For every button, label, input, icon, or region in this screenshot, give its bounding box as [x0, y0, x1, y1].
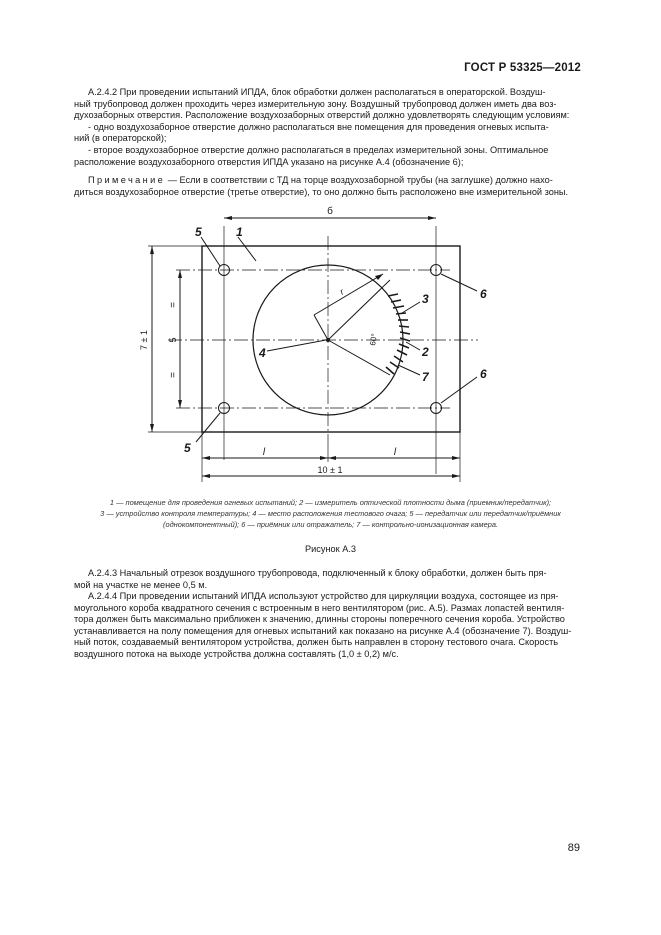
- note-text: — Если в соответствии с ТД на торце воздухозаборной трубы (на заглушке) должно нахо-: [165, 175, 553, 185]
- text-line: устанавливается на полу помещения для огневых испытаний как показано на рисунке А.4 (обозначение 7). Воздуш-: [74, 625, 572, 636]
- leader-5-top: [201, 237, 220, 266]
- note-paragraph: [74, 175, 581, 198]
- document-header: ГОСТ Р 53325—2012: [464, 62, 581, 74]
- leader-1: [238, 237, 256, 261]
- radius-label: r: [338, 286, 346, 297]
- radius-line: [328, 340, 390, 375]
- text-line: расположение воздухозаборного отверстия ИПДА указано на рисунке А.4 (обозначение 6);: [74, 156, 464, 167]
- dim-label-bottom-l1: l: [262, 447, 266, 458]
- paragraph-a242: [74, 87, 581, 168]
- radius-dim-line: [314, 274, 383, 315]
- leader-4: [267, 340, 326, 351]
- callout-7: 7: [422, 370, 429, 384]
- angle-label: 60°: [368, 332, 380, 347]
- leader-6-top: [441, 274, 477, 291]
- text-line: мой на участке не менее 0,5 м.: [74, 579, 208, 590]
- leader-2: [406, 342, 420, 350]
- text-line: ний (в операторской);: [74, 133, 167, 144]
- paragraph-a243: [74, 568, 581, 591]
- callout-6-bottom: 6: [480, 367, 487, 381]
- callout-5-bottom: 5: [184, 441, 191, 455]
- text-line: А.2.4.4 При проведении испытаний ИПДА используют устройство для циркуляции воздуха, состоящее из пря-: [88, 591, 559, 601]
- figure-title: Рисунок А.3: [305, 544, 356, 554]
- legend-line: (однокомпонентный); 6 — приёмник или отражатель; 7 — контрольно-ионизационная камера.: [163, 520, 498, 529]
- room-outline: [202, 246, 460, 432]
- dim-label-eq-top: =: [168, 302, 179, 308]
- text-line: - одно воздухозаборное отверстие должно располагаться вне помещения для проведения огневых испыта-: [88, 121, 549, 132]
- leader-3: [402, 302, 420, 313]
- text-line: воздушного потока на выходе устройства должна составлять (1,0 ± 0,2) м/с.: [74, 648, 399, 659]
- page-number: 89: [567, 842, 580, 854]
- text-line: моугольного короба квадратного сечения с встроенным в него вентилятором (рис. А.5). Размах лопастей вентиля-: [74, 602, 565, 613]
- figure-a3: [0, 200, 661, 490]
- text-line: тора должен быть максимально приближен к значению, длинны стороны поперечного сечения короба. Устройство: [74, 614, 565, 625]
- radius-line: [314, 315, 328, 340]
- figure-legend: [80, 497, 581, 530]
- callout-1: 1: [236, 225, 243, 239]
- dim-label-bottom-total: 10 ± 1: [317, 465, 343, 475]
- leader-7: [398, 365, 420, 375]
- radius-line: [328, 280, 390, 340]
- detector-hatch: [386, 294, 410, 374]
- text-line: ный трубопровод должен проходить через измерительную зону. Воздушный трубопровод должен иметь два воз-: [74, 98, 557, 109]
- paragraph-a244: [74, 591, 581, 661]
- callout-3: 3: [422, 292, 429, 306]
- dim-label-eq-bottom: =: [168, 372, 179, 378]
- text-line: ный поток, создаваемый вентилятором устройства, должен быть направлен в сторону тестового очага. Скорость: [74, 637, 559, 648]
- leader-5-bottom: [196, 413, 220, 442]
- dim-label-left-outer: 7 ± 1: [139, 330, 149, 350]
- legend-line: 3 — устройство контроля температуры; 4 — место расположения тестового очага; 5 — передатчик или передатчик/приёмник: [100, 509, 561, 518]
- text-line: - второе воздухозаборное отверстие должно располагаться в пределах измерительной зоны. Оптимальное: [88, 144, 549, 155]
- text-line: духозаборных отверстия. Расположение воздухозаборных отверстий должно удовлетворять следующим условиям:: [74, 110, 570, 121]
- text-line: А.2.4.2 При проведении испытаний ИПДА, блок обработки должен располагаться в операторской. Воздуш-: [88, 87, 546, 97]
- dim-label-left-inner: 5: [168, 337, 178, 343]
- note-label: Примечание: [88, 175, 166, 185]
- callout-6-top: 6: [480, 287, 487, 301]
- callout-4: 4: [259, 346, 266, 360]
- text-line: [74, 175, 581, 187]
- callout-5-top: 5: [195, 225, 202, 239]
- callout-2: 2: [422, 345, 429, 359]
- legend-line: 1 — помещение для проведения огневых испытаний; 2 — измеритель оптической плотности дыма (приемник/передатчик);: [109, 498, 552, 507]
- text-line: А.2.4.3 Начальный отрезок воздушного трубопровода, подключенный к блоку обработки, должен быть пря-: [88, 568, 547, 578]
- dim-label-top: б: [327, 206, 333, 217]
- dim-label-bottom-l2: l: [393, 447, 397, 458]
- text-line: диться воздухозаборное отверстие (третье отверстие), то оно должно быть расположено вне измерительной зоны.: [74, 186, 569, 197]
- leader-6-bottom: [441, 377, 477, 403]
